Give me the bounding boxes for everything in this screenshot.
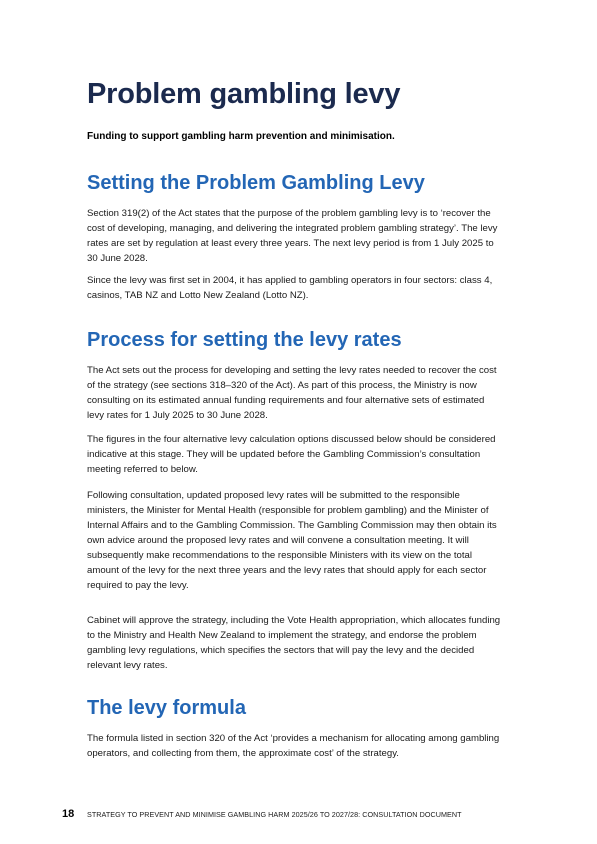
paragraph: Since the levy was first set in 2004, it has applied to gambling operators in four sectors: class 4, casinos, TAB NZ and Lotto New Zealand (Lotto NZ). — [87, 275, 493, 301]
paragraph: Following consultation, updated proposed levy rates will be submitted to the responsible ministers, the Minister for Mental Health (responsible for problem gambling) and the Minister of Internal Affairs and to the Gambling Commission. The Gambling Commission may then obtain its own advice around the proposed levy rates and will convene a consultation meeting. It will subsequently make recommendations to the responsible Ministers with its view on the total amount of the levy for the next three years and the levy rates that should apply for each sector required to pay the levy. — [87, 490, 497, 591]
paragraph: The figures in the four alternative levy calculation options discussed below should be considered indicative at this stage. They will be updated before the Gambling Commission’s consultation meeting referred to below. — [87, 434, 496, 475]
page-title: Problem gambling levy — [87, 78, 401, 110]
paragraph: The Act sets out the process for developing and setting the levy rates needed to recover the cost of the strategy (see sections 318–320 of the Act). As part of this process, the Ministry is now consulting on its estimated annual funding requirements and four alternative sets of estimated levy rates for 1 July 2025 to 30 June 2028. — [87, 365, 497, 421]
page-footer — [0, 808, 597, 822]
paragraph: Section 319(2) of the Act states that the purpose of the problem gambling levy is to ‘recover the cost of developing, managing, and delivering the integrated problem gambling strategy’. The levy rates are set by regulation at least every three years. The next levy period is from 1 July 2025 to 30 June 2028. — [87, 208, 498, 264]
section-heading-process: Process for setting the levy rates — [87, 329, 402, 351]
page-subtitle: Funding to support gambling harm prevention and minimisation. — [87, 131, 395, 142]
footer-document-title: STRATEGY TO PREVENT AND MINIMISE GAMBLING HARM 2025/26 TO 2027/28: CONSULTATION DOCUMENT — [87, 810, 462, 819]
page-number: 18 — [62, 808, 75, 820]
paragraph: Cabinet will approve the strategy, including the Vote Health appropriation, which allocates funding to the Ministry and Health New Zealand to implement the strategy, and endorse the problem gambling levy regulations, which specifies the sectors that will pay the levy and the decided relevant levy rates. — [87, 615, 501, 671]
section-heading-setting-levy: Setting the Problem Gambling Levy — [87, 172, 425, 194]
paragraph: The formula listed in section 320 of the Act ‘provides a mechanism for allocating among gambling operators, and collecting from them, the approximate cost’ of the strategy. — [87, 733, 500, 759]
section-heading-levy-formula: The levy formula — [87, 697, 246, 719]
